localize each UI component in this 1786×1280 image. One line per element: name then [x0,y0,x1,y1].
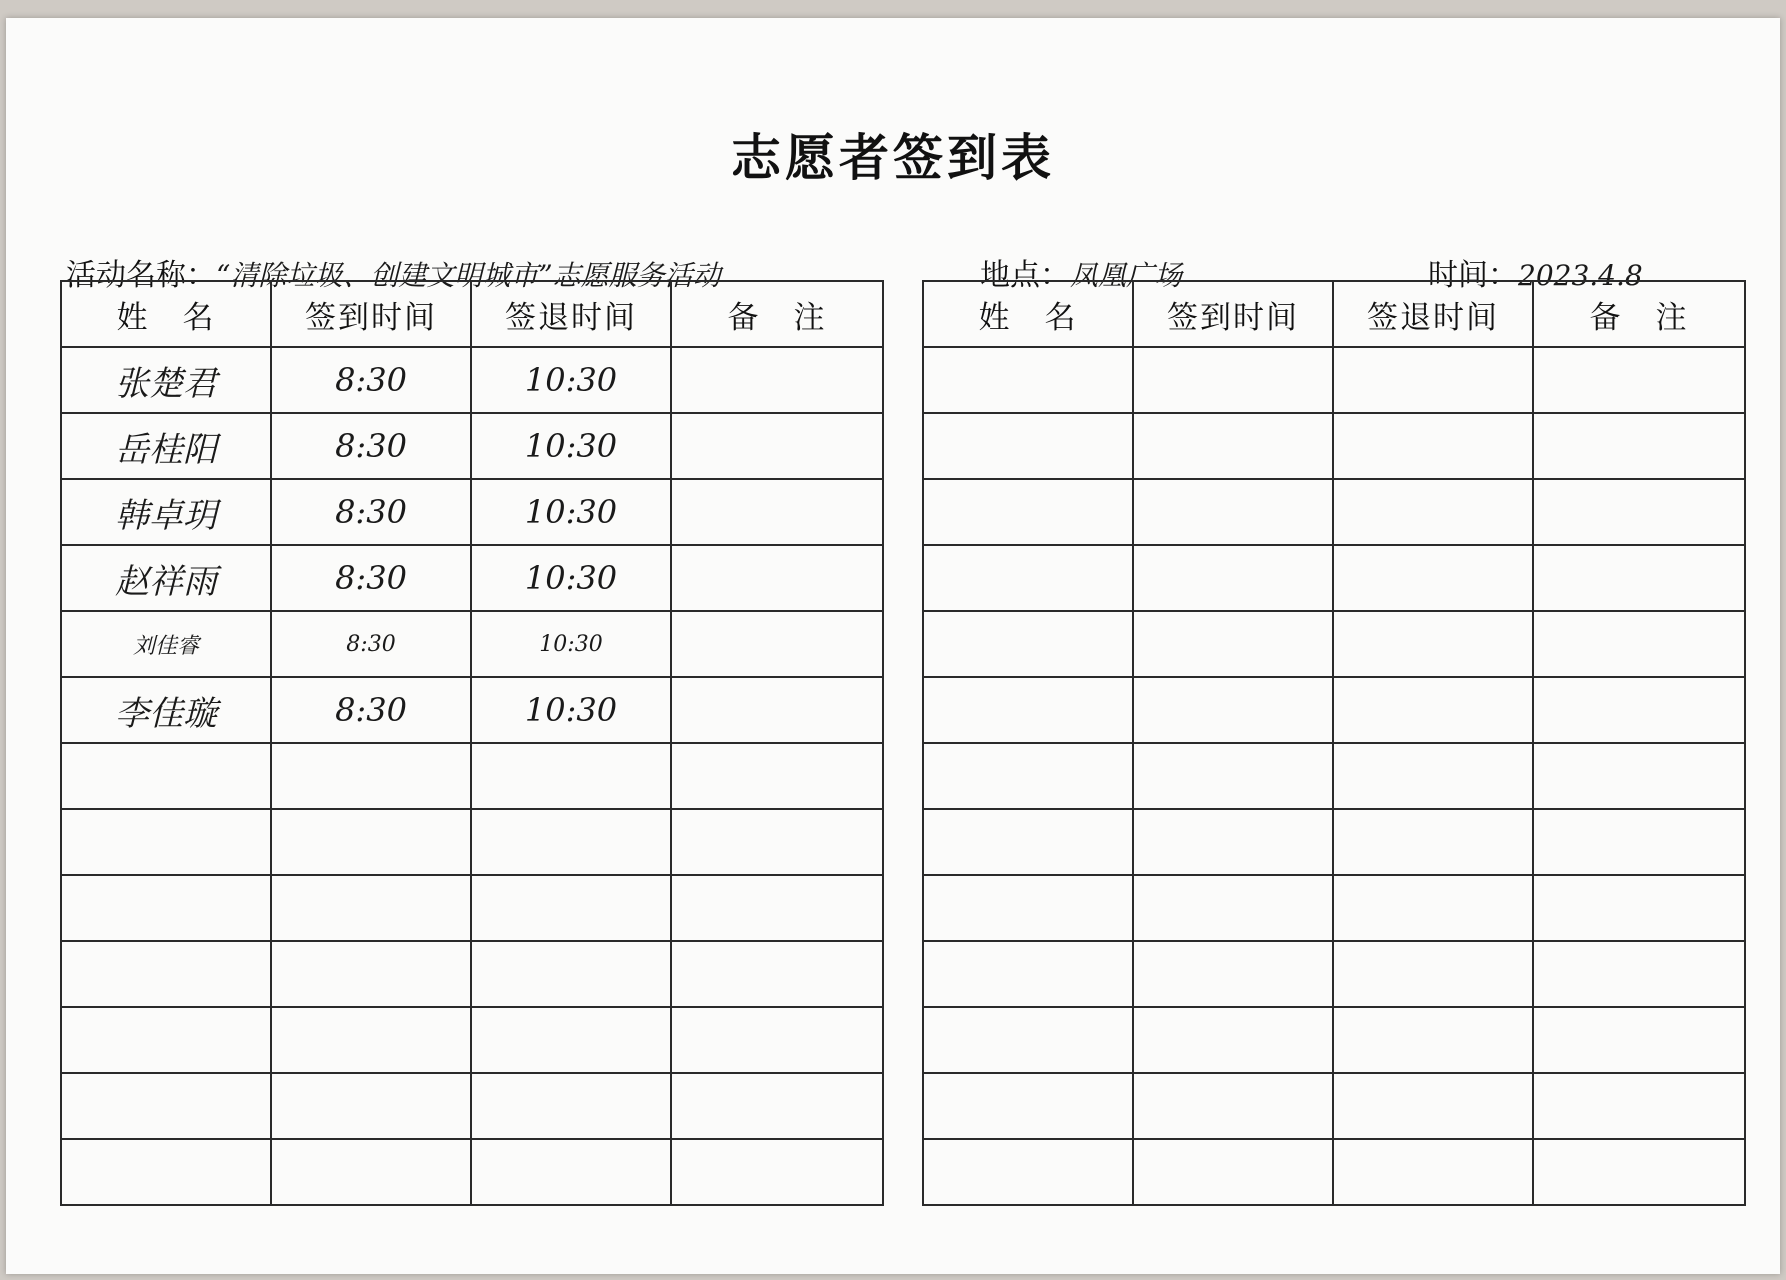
note-cell [1533,413,1745,479]
name-cell [61,743,271,809]
table-row [61,941,883,1007]
sign-in-time-cell: 8:30 [271,677,471,743]
note-cell [1533,1073,1745,1139]
name-cell [923,545,1133,611]
name-cell [923,1073,1133,1139]
sign-out-time-cell [1333,1007,1533,1073]
name-cell [923,1007,1133,1073]
sign-in-time-cell [1133,1139,1333,1205]
table-row [61,1007,883,1073]
note-cell [1533,479,1745,545]
col-header-sign-out: 签退时间 [1333,281,1533,347]
location-value: 凤凰广场 [1070,259,1183,292]
table-row [923,479,1745,545]
note-cell [671,743,883,809]
location-label: 地点： [980,258,1070,293]
date-label: 时间： [1428,258,1518,293]
name-cell [923,677,1133,743]
note-cell [1533,875,1745,941]
sign-in-time-cell [271,809,471,875]
note-cell [671,1139,883,1205]
name-cell [923,479,1133,545]
left-table-body [61,347,883,1205]
name-cell [923,347,1133,413]
sign-in-time-cell [1133,611,1333,677]
table-row [923,677,1745,743]
table-row [61,545,883,611]
sign-out-time-cell [471,743,671,809]
name-cell: 刘佳睿 [61,611,271,677]
note-cell [671,875,883,941]
sign-in-time-cell [1133,743,1333,809]
note-cell [1533,347,1745,413]
sign-out-time-cell: 10:30 [471,545,671,611]
sign-out-time-cell [1333,743,1533,809]
sign-out-time-cell [1333,1073,1533,1139]
note-cell [1533,1139,1745,1205]
table-row [923,743,1745,809]
name-cell [923,1139,1133,1205]
activity-value: “清除垃圾、创建文明城市”志愿服务活动 [216,259,721,292]
sign-in-time-cell [1133,875,1333,941]
name-cell [61,941,271,1007]
note-cell [671,1073,883,1139]
sign-in-time-cell: 8:30 [271,347,471,413]
sign-out-time-cell [471,1007,671,1073]
sign-in-time-cell [1133,1007,1333,1073]
table-row [61,413,883,479]
sign-in-time-cell [271,941,471,1007]
name-cell [61,1007,271,1073]
col-header-name: 姓 名 [61,281,271,347]
sign-out-time-cell [1333,479,1533,545]
note-cell [1533,611,1745,677]
table-row [923,875,1745,941]
sign-in-time-cell [271,1073,471,1139]
sign-out-time-cell [1333,545,1533,611]
sign-in-time-cell [271,875,471,941]
name-cell: 韩卓玥 [61,479,271,545]
table-row [923,1139,1745,1205]
table-row [61,1073,883,1139]
name-cell [923,875,1133,941]
sign-in-time-cell [1133,941,1333,1007]
table-row [61,743,883,809]
activity-label: 活动名称： [66,258,216,293]
col-header-note: 备 注 [1533,281,1745,347]
table-row [61,1139,883,1205]
sign-out-time-cell [1333,413,1533,479]
sign-out-time-cell: 10:30 [471,413,671,479]
sign-out-time-cell [1333,1139,1533,1205]
col-header-note: 备 注 [671,281,883,347]
table-row [923,1073,1745,1139]
sign-out-time-cell [471,1139,671,1205]
table-row [923,545,1745,611]
date-value: 2023.4.8 [1518,259,1643,292]
note-cell [671,347,883,413]
sign-in-time-cell: 8:30 [271,479,471,545]
note-cell [671,1007,883,1073]
name-cell: 赵祥雨 [61,545,271,611]
sign-out-time-cell [471,1073,671,1139]
sign-out-time-cell: 10:30 [471,677,671,743]
col-header-name: 姓 名 [923,281,1133,347]
table-row [61,809,883,875]
right-sign-table [922,280,1746,1206]
col-header-sign-in: 签到时间 [1133,281,1333,347]
name-cell [61,809,271,875]
sign-in-time-cell [1133,809,1333,875]
sign-in-time-cell [1133,545,1333,611]
left-sign-table [60,280,884,1206]
name-cell [923,743,1133,809]
sign-in-time-cell: 8:30 [271,413,471,479]
sign-out-time-cell [1333,347,1533,413]
note-cell [671,479,883,545]
sign-in-time-cell [271,1139,471,1205]
note-cell [671,611,883,677]
name-cell [923,941,1133,1007]
right-table-body [923,347,1745,1205]
name-cell [923,809,1133,875]
note-cell [1533,677,1745,743]
col-header-sign-out: 签退时间 [471,281,671,347]
sign-in-time-cell: 8:30 [271,545,471,611]
table-row [923,809,1745,875]
sign-out-time-cell: 10:30 [471,347,671,413]
sign-out-time-cell [1333,875,1533,941]
note-cell [671,941,883,1007]
table-row [923,413,1745,479]
sign-in-time-cell: 8:30 [271,611,471,677]
page-title: 志愿者签到表 [731,129,1055,187]
note-cell [1533,545,1745,611]
table-row [61,347,883,413]
table-row [61,875,883,941]
col-header-sign-in: 签到时间 [271,281,471,347]
table-row [923,347,1745,413]
name-cell: 岳桂阳 [61,413,271,479]
sign-out-time-cell [471,809,671,875]
name-cell [61,1073,271,1139]
note-cell [1533,743,1745,809]
sign-out-time-cell [471,941,671,1007]
table-row [923,941,1745,1007]
sign-in-time-cell [271,1007,471,1073]
sign-in-time-cell [1133,413,1333,479]
note-cell [1533,809,1745,875]
sign-in-time-cell [271,743,471,809]
sign-out-time-cell [471,875,671,941]
note-cell [671,545,883,611]
sign-in-sheet [6,18,1780,1274]
sign-out-time-cell [1333,611,1533,677]
name-cell [923,611,1133,677]
name-cell: 李佳璇 [61,677,271,743]
note-cell [671,809,883,875]
sign-in-time-cell [1133,677,1333,743]
left-header-row [61,281,883,347]
name-cell [61,1139,271,1205]
note-cell [1533,1007,1745,1073]
sign-in-time-cell [1133,479,1333,545]
note-cell [1533,941,1745,1007]
note-cell [671,413,883,479]
sign-in-time-cell [1133,347,1333,413]
sign-out-time-cell: 10:30 [471,611,671,677]
name-cell [923,413,1133,479]
note-cell [671,677,883,743]
name-cell [61,875,271,941]
right-header-row [923,281,1745,347]
sign-out-time-cell [1333,941,1533,1007]
table-row [61,611,883,677]
sign-out-time-cell: 10:30 [471,479,671,545]
table-row [923,611,1745,677]
sign-out-time-cell [1333,809,1533,875]
name-cell: 张楚君 [61,347,271,413]
sign-out-time-cell [1333,677,1533,743]
sign-in-time-cell [1133,1073,1333,1139]
table-row [61,677,883,743]
table-row [923,1007,1745,1073]
table-row [61,479,883,545]
